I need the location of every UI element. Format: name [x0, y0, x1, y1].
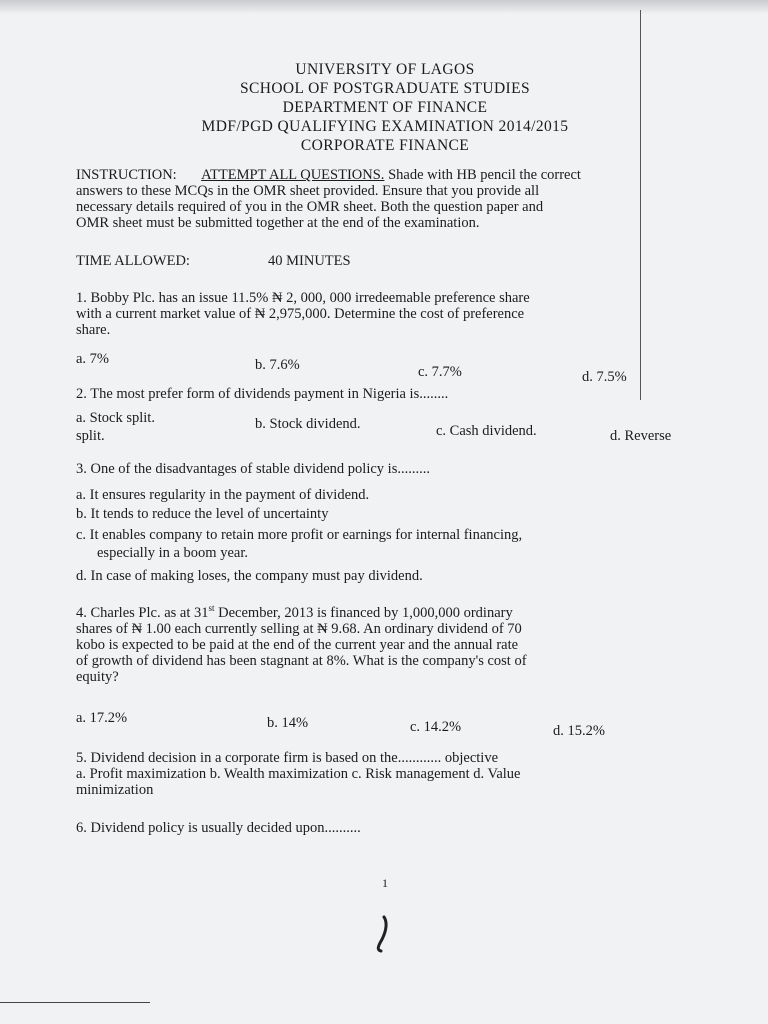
q3-stem: 3. One of the disadvantages of stable dividend policy is.........: [76, 461, 430, 477]
instruction-block: [76, 167, 698, 231]
q4-option-d: d. 15.2%: [553, 723, 605, 739]
q3-option-d: d. In case of making loses, the company must pay dividend.: [76, 568, 423, 584]
instruction-line4: OMR sheet must be submitted together at the end of the examination.: [76, 215, 480, 231]
instruction-line1-rest: Shade with HB pencil the correct: [388, 167, 581, 183]
question-5: [76, 750, 698, 798]
q3-option-c: c. It enables company to retain more profit or earnings for internal financing,: [76, 527, 523, 543]
q2-option-a: a. Stock split.: [76, 410, 155, 426]
q1-option-d: d. 7.5%: [582, 369, 627, 385]
q1-option-c: c. 7.7%: [418, 364, 462, 380]
q2-option-a-continuation: split.: [76, 428, 105, 444]
q2-stem: 2. The most prefer form of dividends payment in Nigeria is........: [76, 386, 449, 402]
q4-ordinal: st: [208, 603, 215, 613]
q4-line3: kobo is expected to be paid at the end of the current year and the annual rate: [76, 636, 519, 653]
course-title: CORPORATE FINANCE: [300, 137, 470, 154]
q1-option-a: a. 7%: [76, 351, 110, 367]
exam-title: MDF/PGD QUALIFYING EXAMINATION 2014/2015: [201, 118, 569, 135]
q1-line2: with a current market value of ₦ 2,975,000. Determine the cost of preference: [76, 306, 525, 322]
instruction-emphasis: ATTEMPT ALL QUESTIONS.: [201, 167, 385, 183]
school-name: SCHOOL OF POSTGRADUATE STUDIES: [239, 80, 531, 97]
q5-line3: minimization: [76, 782, 154, 798]
page-number: 1: [382, 876, 388, 890]
q4-line4: of growth of dividend has been stagnant at 8%. What is the company's cost of: [76, 652, 527, 669]
q3-option-b: b. It tends to reduce the level of uncertainty: [76, 506, 329, 522]
q6-stem: 6. Dividend policy is usually decided upon..........: [76, 820, 361, 836]
department-name: DEPARTMENT OF FINANCE: [282, 99, 488, 116]
q4-option-b: b. 14%: [267, 715, 309, 731]
university-name: UNIVERSITY OF LAGOS: [295, 61, 475, 78]
question-4: [76, 600, 698, 685]
q2-option-c: c. Cash dividend.: [436, 423, 537, 439]
q1-line3: share.: [76, 322, 111, 338]
bottom-rule: [0, 1002, 150, 1003]
q2-option-b: b. Stock dividend.: [255, 416, 361, 432]
exam-header: [150, 60, 620, 155]
q4-option-c: c. 14.2%: [410, 719, 462, 735]
question-1: [76, 290, 698, 338]
q4-line1-end: December, 2013 is financed by 1,000,000 ordinary: [214, 604, 513, 621]
q4-line1-start: 4. Charles Plc. as at 31: [76, 604, 209, 621]
q4-line5: equity?: [76, 668, 119, 685]
q5-line2: a. Profit maximization b. Wealth maximization c. Risk management d. Value: [76, 766, 521, 782]
time-allowed-label: TIME ALLOWED:: [76, 253, 190, 269]
q2-option-d: d. Reverse: [610, 428, 672, 444]
q3-option-c-continuation: especially in a boom year.: [97, 545, 248, 561]
instruction-label: INSTRUCTION:: [76, 167, 177, 183]
handwritten-mark: [372, 915, 394, 955]
instruction-line2: answers to these MCQs in the OMR sheet provided. Ensure that you provide all: [76, 183, 540, 199]
q3-option-a: a. It ensures regularity in the payment of dividend.: [76, 487, 370, 503]
time-allowed-value: 40 MINUTES: [268, 253, 351, 269]
q1-line1: 1. Bobby Plc. has an issue 11.5% ₦ 2, 000, 000 irredeemable preference share: [76, 290, 530, 306]
q4-option-a: a. 17.2%: [76, 710, 128, 726]
q4-line2: shares of ₦ 1.00 each currently selling at ₦ 9.68. An ordinary dividend of 70: [76, 620, 522, 637]
q5-line1: 5. Dividend decision in a corporate firm is based on the............ objective: [76, 750, 499, 766]
instruction-line3: necessary details required of you in the OMR sheet. Both the question paper and: [76, 199, 544, 215]
q1-option-b: b. 7.6%: [255, 357, 300, 373]
scan-shadow: [0, 0, 768, 14]
